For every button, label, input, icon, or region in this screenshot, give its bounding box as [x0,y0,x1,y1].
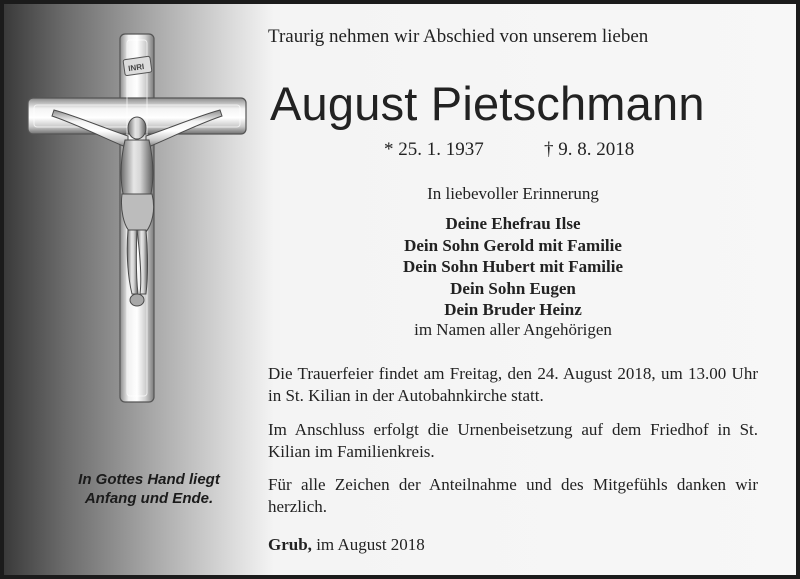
inri-label: INRI [127,62,145,74]
deceased-name: August Pietschmann [270,77,705,130]
intro-line: Traurig nehmen wir Abschied von unserem lieben [268,26,649,47]
family-member: Deine Ehefrau Ilse [445,214,581,233]
family-member: Dein Sohn Eugen [450,278,576,298]
family-list [268,213,758,321]
closing-line [268,535,425,555]
family-member: Dein Bruder Heinz [444,300,582,319]
motto-line-2: Anfang und Ende. [84,490,214,507]
birth-date: * 25. 1. 1937 [384,139,484,160]
closing-date: im August 2018 [316,535,425,554]
closing-place: Grub, [268,535,312,554]
motto [44,470,254,508]
burial-paragraph: Im Anschluss erfolgt die Urnenbeisetzung auf dem Friedhof in St. Kilian im Familienkreis. [268,420,758,461]
motto-line-1: In Gottes Hand liegt [78,471,220,488]
memory-line: In liebevoller Erinnerung [427,184,599,203]
death-date: † 9. 8. 2018 [544,139,635,160]
family-member: Dein Sohn Gerold mit Familie [404,235,622,255]
funeral-paragraph: Die Trauerfeier findet am Freitag, den 24. August 2018, um 13.00 Uhr in St. Kilian in der Autobahnkirche statt. [268,364,758,405]
family-member: Dein Sohn Hubert mit Familie [402,257,624,276]
crucifix-icon [24,32,252,404]
thanks-paragraph: Für alle Zeichen der Anteilnahme und des Mitgefühls danken wir herzlich. [268,475,758,516]
relatives-line: im Namen aller Angehörigen [414,320,612,339]
